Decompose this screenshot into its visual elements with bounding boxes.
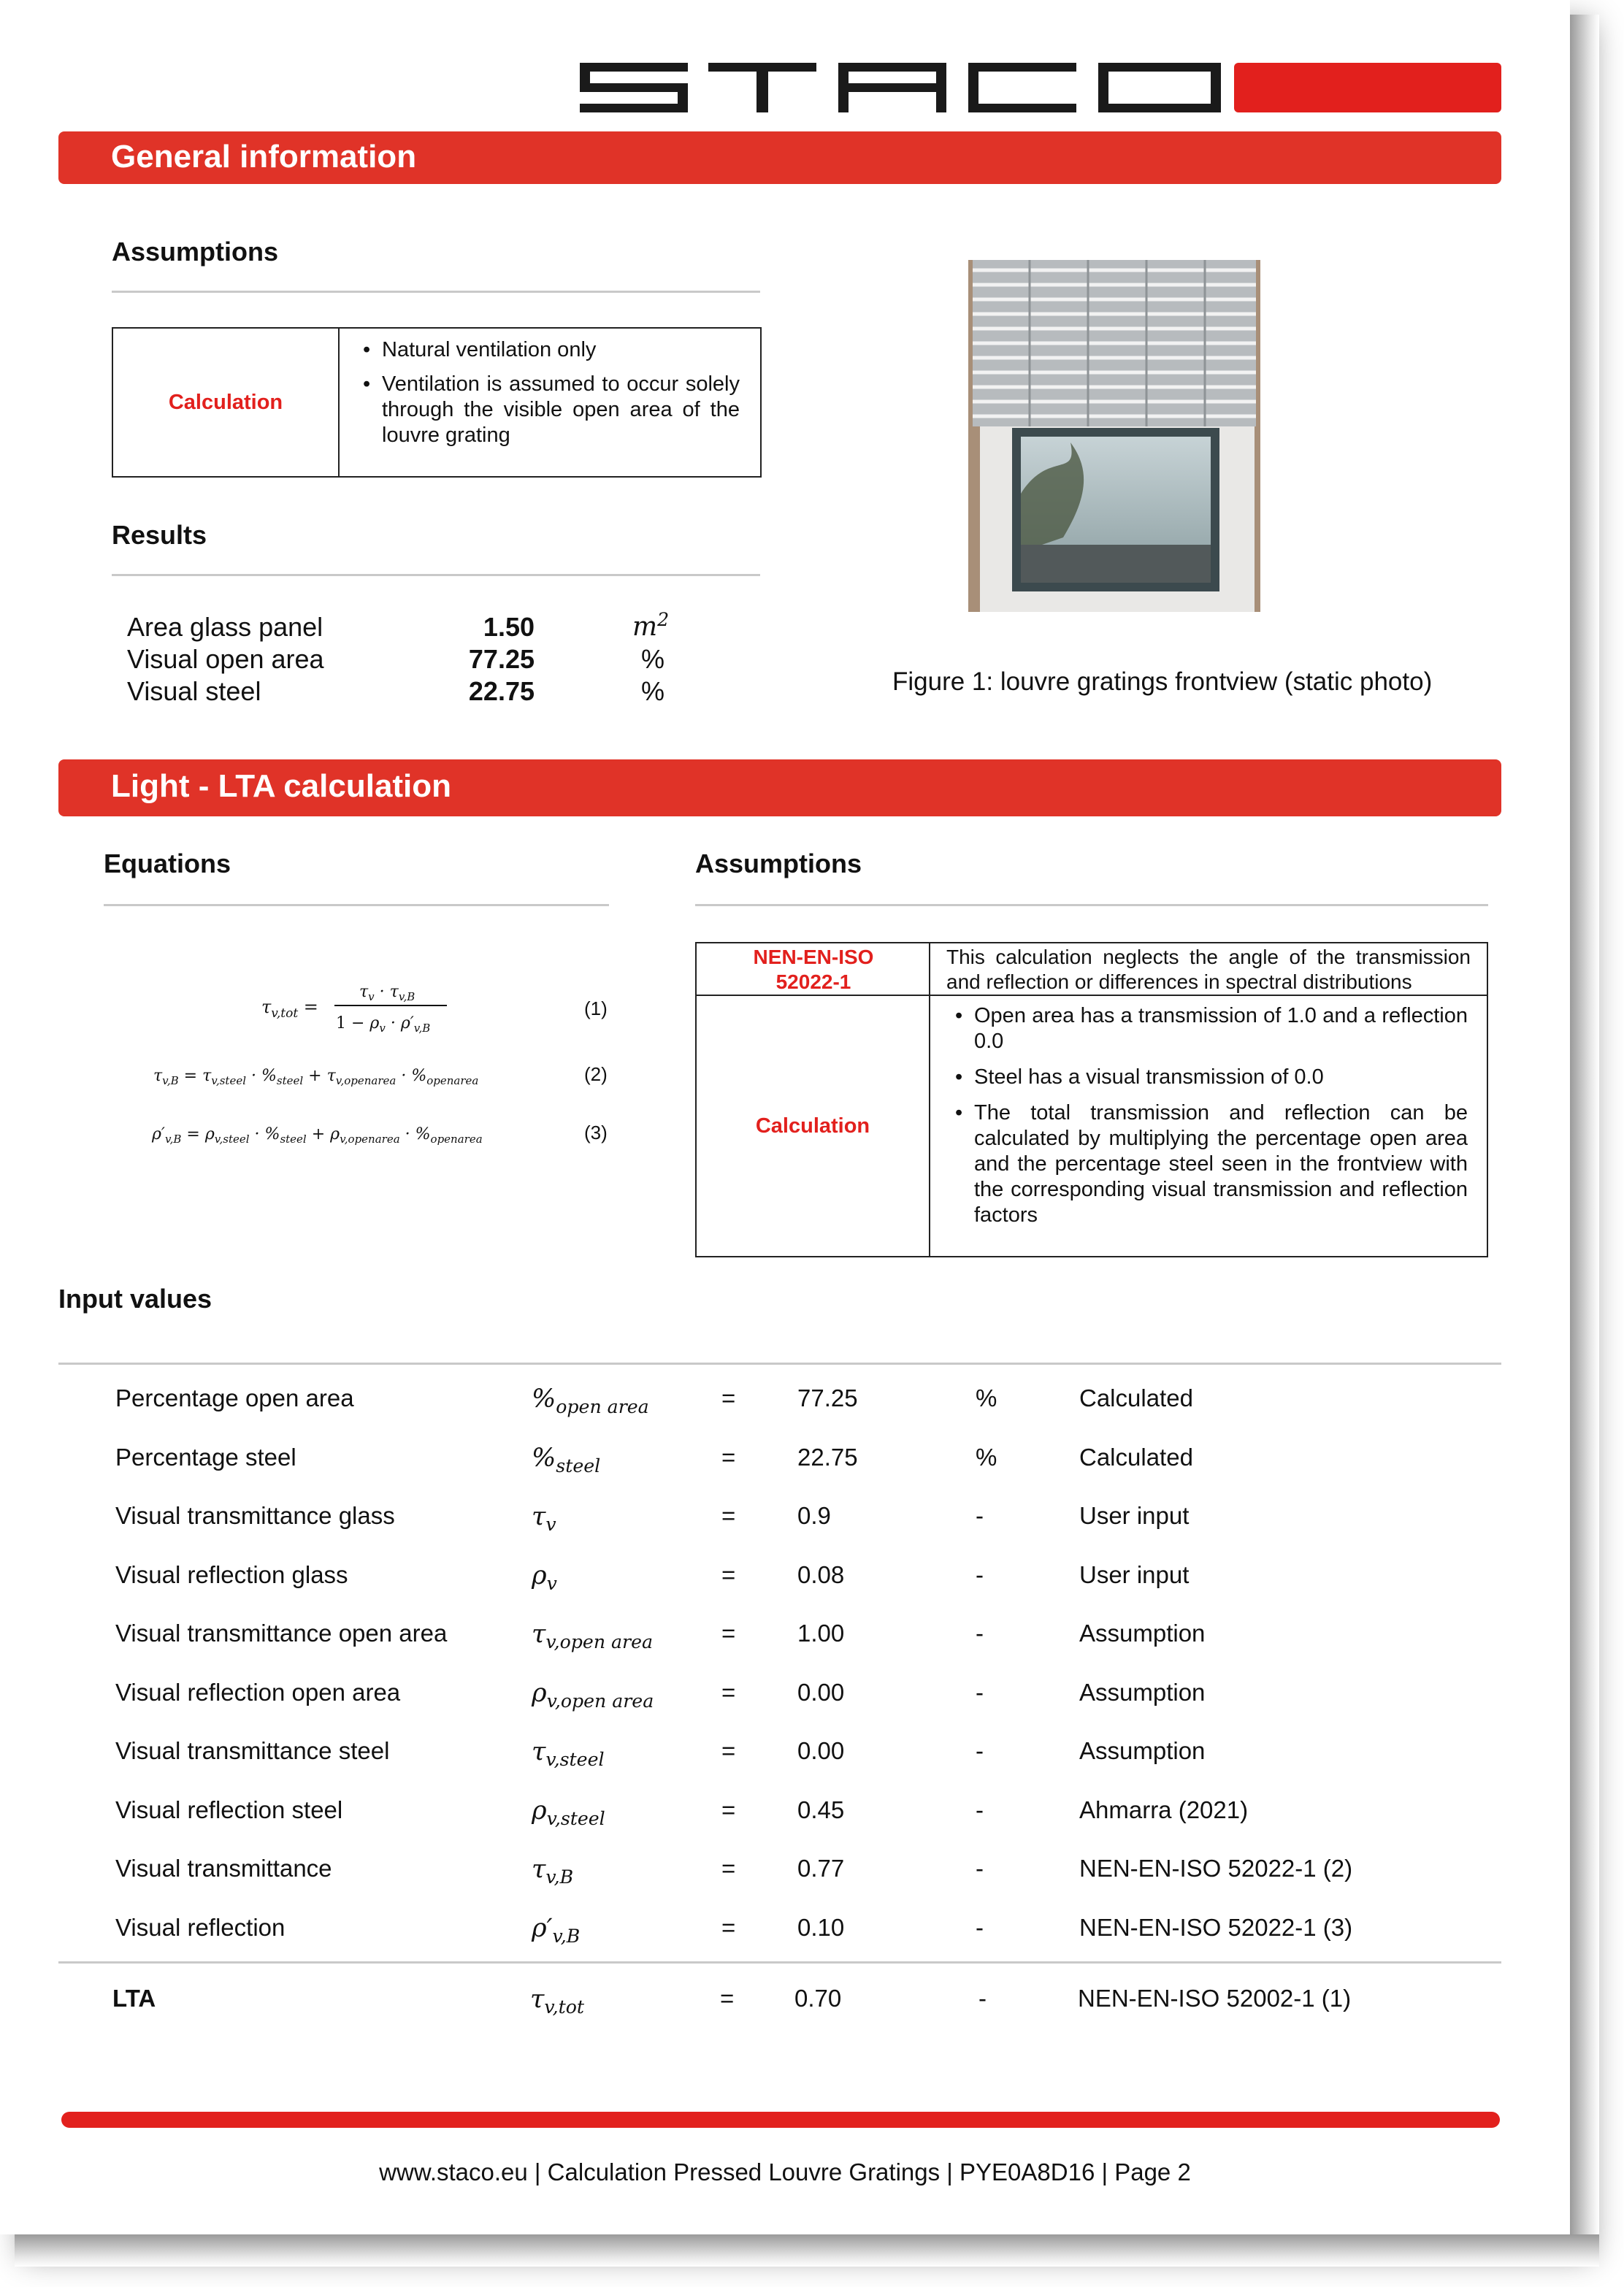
row-source: Assumption (1079, 1620, 1206, 1647)
row-name: Percentage steel (115, 1443, 296, 1471)
row-unit: % (976, 1384, 997, 1411)
assumption-table (112, 327, 762, 478)
equation-3: $\rho'_{v,B} = \rho_{v,steel} \cdot \%_{steel} + \rho_{v,openarea} \cdot \%_{openarea}$ (152, 1125, 483, 1146)
row-value: 0.00 (797, 1737, 845, 1764)
divider (58, 1363, 1501, 1365)
equation-number: (2) (584, 1063, 608, 1085)
row-name: Visual reflection steel (115, 1796, 343, 1823)
row-name: Percentage open area (115, 1384, 354, 1411)
input-row (0, 1737, 1624, 1781)
row-eq: = (721, 1913, 736, 1941)
row-eq: = (721, 1855, 736, 1882)
bullet-item: • Open area has a transmission of 1.0 and a reflection 0.0 (952, 1003, 1468, 1054)
row-value: 0.00 (797, 1678, 845, 1706)
calculation-bullets (952, 1003, 1468, 1228)
row-source: NEN-EN-ISO 52002-1 (1) (1078, 1985, 1352, 2012)
row-unit: - (976, 1737, 984, 1764)
result-unit: $m^2$ (632, 609, 670, 642)
result-label: Area glass panel (127, 612, 323, 642)
row-eq: = (721, 1737, 736, 1764)
row-symbol: $\rho'_{v,B}$ (532, 1913, 581, 1947)
row-name: Visual transmittance (115, 1855, 332, 1882)
row-source: Assumption (1079, 1678, 1206, 1706)
row-eq: = (721, 1678, 736, 1706)
row-eq: = (721, 1796, 736, 1823)
row-equals: = (720, 1985, 735, 2012)
divider (104, 904, 609, 906)
row-symbol: $\tau_{v,tot}$ (530, 1985, 585, 2018)
logo-red-bar (1234, 63, 1501, 112)
row-source: Calculated (1079, 1443, 1193, 1471)
page-shadow-bottom (15, 2234, 1599, 2267)
equations-heading: Equations (104, 848, 231, 878)
row-name: Visual reflection open area (115, 1678, 401, 1706)
section-title-general: General information (111, 139, 417, 175)
row-name: Visual transmittance steel (115, 1737, 390, 1764)
row-unit: - (976, 1855, 984, 1882)
row-value: 77.25 (797, 1384, 858, 1411)
result-value: 22.75 (468, 676, 535, 706)
bullet-item: • The total transmission and reflection can be calculated by multiplying the percentage open area and the percentage steel seen in the frontview with the corresponding visual transmission and reflection factors (952, 1100, 1468, 1228)
row-eq: = (721, 1384, 736, 1411)
section-banner-lta (58, 759, 1501, 816)
row-name: Visual transmittance glass (115, 1502, 395, 1529)
row-source: NEN-EN-ISO 52022-1 (2) (1079, 1855, 1353, 1882)
row-name: LTA (112, 1985, 156, 2012)
input-row (0, 1384, 1624, 1428)
divider (112, 291, 760, 293)
row-symbol: $\%_{steel}$ (532, 1443, 601, 1476)
row-name: Visual transmittance open area (115, 1620, 448, 1647)
row-source: User input (1079, 1560, 1190, 1588)
row-eq: = (721, 1560, 736, 1588)
row-value: 0.10 (797, 1913, 845, 1941)
divider (695, 904, 1488, 906)
row-value: 0.45 (797, 1796, 845, 1823)
equation-number: (1) (584, 997, 608, 1019)
standard-label: NEN-EN-ISO 52022-1 (753, 946, 874, 993)
row-symbol: $\rho_{v,open area}$ (532, 1678, 654, 1712)
row-value: 22.75 (797, 1443, 858, 1471)
input-row (0, 1796, 1624, 1840)
row-source: Calculated (1079, 1384, 1193, 1411)
row-unit: - (976, 1678, 984, 1706)
row-unit: - (976, 1620, 984, 1647)
input-row (0, 1679, 1624, 1723)
row-source: User input (1079, 1502, 1190, 1529)
footer-text: www.staco.eu | Calculation Pressed Louvre Gratings | PYE0A8D16 | Page 2 (379, 2158, 1191, 2186)
row-source: Ahmarra (2021) (1079, 1796, 1249, 1823)
row-unit: - (976, 1796, 984, 1823)
lta-assumption-table (695, 942, 1488, 1257)
row-unit: - (976, 1502, 984, 1529)
assumption-label: Calculation (113, 329, 340, 476)
row-symbol: $\tau_{v,B}$ (532, 1855, 574, 1888)
row-unit: - (976, 1560, 984, 1588)
standard-text: This calculation neglects the angle of the transmission and reflection or differences in spectral distributions (946, 946, 1471, 993)
section-banner-general (58, 131, 1501, 184)
lta-assumptions-heading: Assumptions (695, 848, 862, 878)
row-eq: = (721, 1443, 736, 1471)
row-eq: = (721, 1620, 736, 1647)
divider (58, 1961, 1501, 1964)
row-unit: - (978, 1985, 987, 2012)
result-value: 1.50 (483, 612, 535, 642)
result-unit: % (641, 676, 665, 706)
row-symbol: $\rho_v$ (532, 1560, 557, 1594)
lta-total-row (0, 1985, 1624, 2029)
row-value: 0.9 (797, 1502, 831, 1529)
result-value: 77.25 (468, 644, 535, 674)
results-heading: Results (112, 520, 207, 550)
row-symbol: $\%_{open area}$ (532, 1384, 649, 1417)
svg-text:τv · τv,B: $\tau_v \cdot \tau_{v,B}$ (359, 983, 415, 1003)
figure-caption: Figure 1: louvre gratings frontview (static photo) (892, 667, 1433, 696)
input-row (0, 1561, 1624, 1605)
table-col-divider (929, 943, 930, 1256)
assumption-bullets (360, 337, 740, 448)
input-values-heading: Input values (58, 1284, 212, 1314)
equation-number: (3) (584, 1122, 608, 1144)
svg-text:1 − ρv · ρ′v,B: $1 - \rho_v \cdot \rho'_{v,B}$ (336, 1014, 431, 1035)
divider (112, 574, 760, 576)
staco-logo (580, 63, 1501, 112)
row-eq: = (721, 1502, 736, 1529)
louvre-photo (968, 260, 1260, 612)
row-value: 0.70 (794, 1985, 842, 2012)
bullet-item: • Natural ventilation only (360, 337, 740, 363)
input-row (0, 1444, 1624, 1487)
result-label: Visual open area (127, 644, 324, 674)
input-row (0, 1502, 1624, 1546)
row-symbol: $\tau_{v,steel}$ (532, 1737, 605, 1770)
assumptions-heading: Assumptions (112, 237, 279, 267)
row-symbol: $\rho_{v,steel}$ (532, 1796, 605, 1829)
bullet-item: • Steel has a visual transmission of 0.0 (952, 1065, 1468, 1090)
row-source: Assumption (1079, 1737, 1206, 1764)
row-value: 0.08 (797, 1560, 845, 1588)
logo-lettering (580, 63, 1221, 112)
row-source: NEN-EN-ISO 52022-1 (3) (1079, 1913, 1353, 1941)
row-symbol: $\tau_v$ (532, 1502, 556, 1535)
equations-block (146, 971, 613, 1154)
row-name: Visual reflection (115, 1913, 286, 1941)
input-row (0, 1914, 1624, 1958)
result-label: Visual steel (127, 676, 261, 706)
calculation-label: Calculation (755, 1114, 870, 1138)
equation-1: $\tau_{v,tot}$ = (261, 997, 318, 1021)
input-row (0, 1620, 1624, 1663)
row-name: Visual reflection glass (115, 1560, 348, 1588)
section-title-lta: Light - LTA calculation (111, 768, 452, 804)
footer-bar (61, 2112, 1500, 2128)
result-unit: % (641, 644, 665, 674)
input-row (0, 1855, 1624, 1899)
row-value: 1.00 (797, 1620, 845, 1647)
bullet-item: • Ventilation is assumed to occur solely through the visible open area of the louvre grating (360, 372, 740, 448)
row-unit: % (976, 1443, 997, 1471)
equation-2: $\tau_{v,B} = \tau_{v,steel} \cdot \%_{steel} + \tau_{v,openarea} \cdot \%_{openarea}$ (153, 1067, 479, 1087)
row-unit: - (976, 1913, 984, 1941)
row-value: 0.77 (797, 1855, 845, 1882)
row-symbol: $\tau_{v,open area}$ (532, 1620, 654, 1652)
